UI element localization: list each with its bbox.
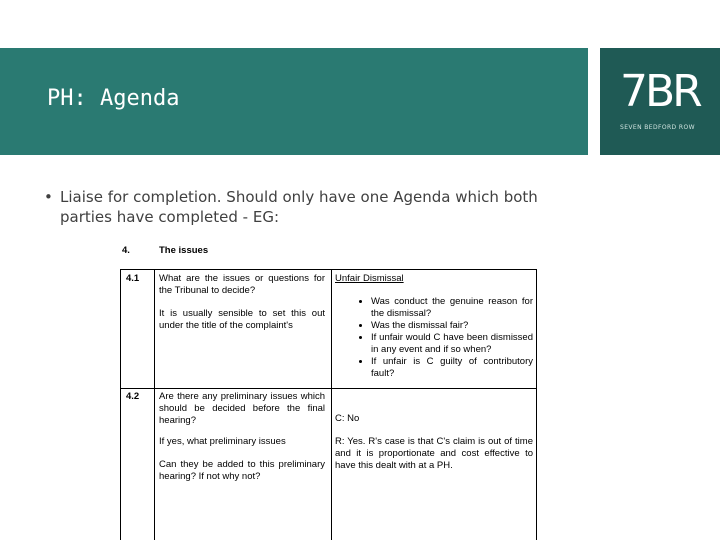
answer-claimant: C: No (335, 413, 360, 424)
table-border-top (120, 269, 536, 270)
table-border-left (120, 269, 121, 540)
row-number: 4.2 (126, 391, 140, 402)
answer-respondent: R: Yes. R's case is that C's claim is out of time and it is proportionate and cost effective to have this dealt with at a PH. (335, 436, 533, 471)
row-question: What are the issues or questions for the Tribunal to decide? (159, 273, 325, 296)
slide-title: PH: Agenda (47, 86, 180, 111)
answer-heading: Unfair Dismissal (335, 273, 404, 284)
section-number: 4. (122, 245, 130, 256)
table-column-divider (331, 269, 332, 540)
logo: 7BR (620, 66, 700, 117)
row-question-note: Can they be added to this preliminary hearing? If not why not? (159, 459, 325, 482)
list-item: • If unfair is C guilty of contributory fault? (371, 356, 533, 380)
table-border-right (536, 269, 537, 540)
bullet-dot-icon: • (44, 188, 53, 206)
section-title: The issues (159, 245, 209, 256)
table-row-divider (120, 388, 536, 389)
row-question: Are there any preliminary issues which should be decided before the final hearing? (159, 391, 325, 426)
row-number: 4.1 (126, 273, 140, 284)
table-column-divider (154, 269, 155, 540)
answer-list (335, 296, 533, 380)
logo-subtext: SEVEN BEDFORD ROW (620, 124, 695, 131)
row-question-note: If yes, what preliminary issues (159, 436, 286, 447)
bullet-text: Liaise for completion. Should only have one Agenda which both parties have completed - EG: (60, 188, 538, 226)
list-item: • Was conduct the genuine reason for the dismissal? (371, 296, 533, 320)
list-item: • If unfair would C have been dismissed in any event and if so when? (371, 332, 533, 356)
row-question-note: It is usually sensible to set this out under the title of the complaint's (159, 308, 325, 331)
list-item: • Was the dismissal fair? (371, 320, 533, 332)
